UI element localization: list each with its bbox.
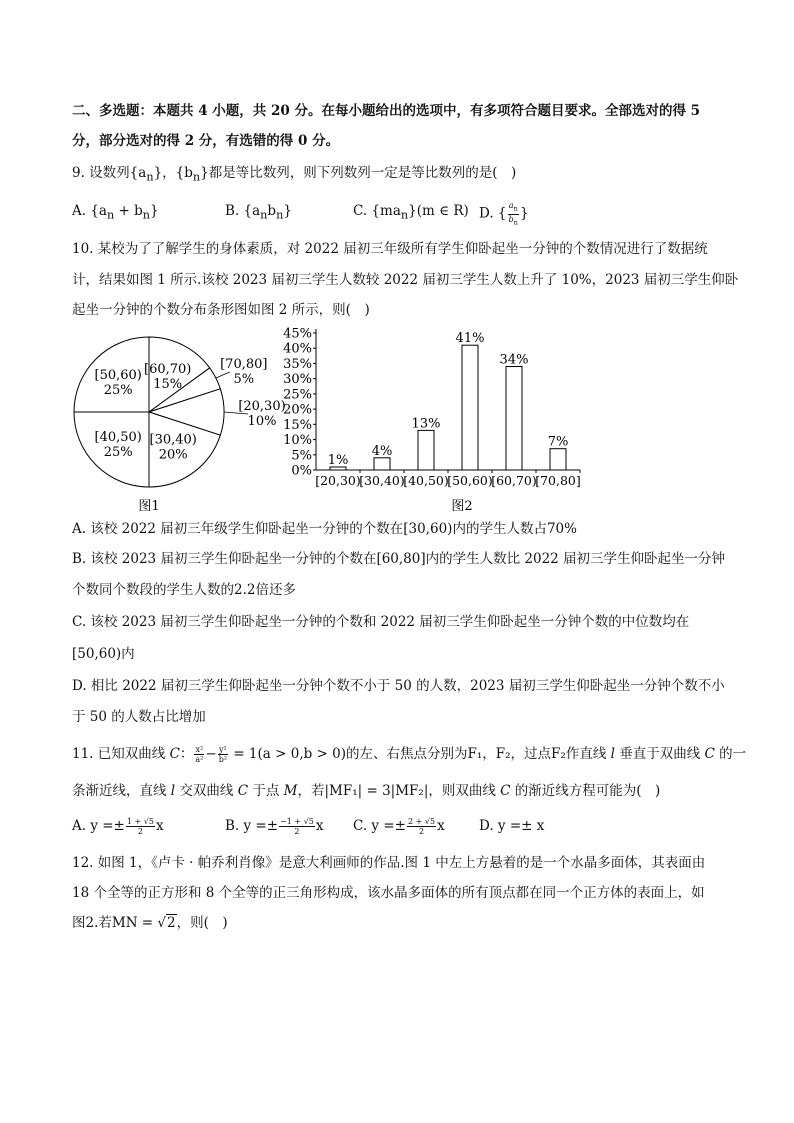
q9-option-d[interactable]: D. { $\frac{a_n}{b_n}$ } <box>479 201 529 227</box>
q10-option-d-line2: 于 50 的人数占比增加 <box>72 709 206 725</box>
y-tick-label: 25% <box>283 387 312 403</box>
q11-option-a[interactable]: A. y =± $\frac{1 + √5}{2}$ x <box>72 817 164 836</box>
figure1-caption: 图1 <box>138 499 160 514</box>
y-tick-label: 40% <box>283 341 312 357</box>
x-category-label: [60,70) <box>491 473 537 488</box>
pie-category-label: [20,30) <box>238 399 286 414</box>
figure2-bar-chart <box>280 322 600 517</box>
bar-value-label: 34% <box>499 352 529 368</box>
q10-option-d-line1[interactable]: D. 相比 2022 届初三学生仰卧起坐一分钟个数不小于 50 的人数，2023 届初三学生仰卧起坐一分钟个数不小 <box>72 678 725 694</box>
pie-category-label: [40,50) <box>94 429 142 445</box>
y-tick-label: 30% <box>283 372 312 388</box>
y-tick-label: 5% <box>291 448 312 464</box>
q11-x-fraction: $\frac{\text{x²}}{\text{a²}}$ <box>195 745 204 764</box>
q9-stem: 9. 设数列$\{a_n\}$，$\{b_n\}$都是等比数列，则下列数列一定是等比数列的是( ) <box>72 165 517 184</box>
bar-value-label: 1% <box>327 453 349 468</box>
pie-category-label: [60,70) <box>144 362 192 378</box>
x-category-label: [50,60) <box>447 473 493 488</box>
bar-value-label: 7% <box>547 434 569 450</box>
pie-leader-line <box>216 372 230 378</box>
section-header-line2: 分，部分选对的得 2 分，有选错的得 0 分。 <box>72 133 340 149</box>
q12-line1: 12. 如图 1，《卢卡 · 帕乔利肖像》是意大利画师的作品.图 1 中左上方悬着的是一个水晶多面体，其表面由 <box>72 855 706 871</box>
bar <box>506 367 522 471</box>
q10-option-a[interactable]: A. 该校 2022 届初三年级学生仰卧起坐一分钟的个数在[30,60)内的学生人数占70% <box>72 521 577 537</box>
section-header-line1: 二、多选题：本题共 4 小题，共 20 分。在每小题给出的选项中，有多项符合题目要求。全部选对的得 5 <box>72 103 701 119</box>
y-tick-label: 0% <box>291 463 312 479</box>
y-tick-label: 20% <box>283 402 312 418</box>
figure2-caption: 图2 <box>451 499 473 514</box>
y-tick-label: 15% <box>283 417 312 433</box>
q11-y-fraction: $\frac{\text{y²}}{\text{b²}}$ <box>218 745 228 764</box>
q11-options <box>72 816 722 842</box>
q10-option-c-line1[interactable]: C. 该校 2023 届初三学生仰卧起坐一分钟的个数和 2022 届初三学生仰卧起坐一分钟个数的中位数均在 <box>72 614 690 630</box>
pie-category-label: [30,40) <box>149 432 197 448</box>
pie-value-label: 25% <box>103 383 133 399</box>
bar-value-label: 41% <box>455 331 485 347</box>
pie-value-label: 25% <box>103 444 133 460</box>
q9-option-a[interactable]: A. $\{a_n + b_n\}$ <box>72 203 159 222</box>
q10-line2: 计，结果如图 1 所示.该校 2023 届初三学生人数较 2022 届初三学生人数上升了 10%，2023 届初三学生仰卧 <box>72 272 739 288</box>
x-category-label: [30,40) <box>359 473 405 488</box>
q9-option-b[interactable]: B. $\{a_nb_n\}$ <box>225 203 292 222</box>
pie-value-label: 20% <box>158 447 188 463</box>
pie-value-label: 15% <box>153 377 183 393</box>
q12-line2: 18 个全等的正方形和 8 个全等的正三角形构成，该水晶多面体的所有顶点都在同一个正方体的表面上，如 <box>72 885 705 901</box>
bar-value-label: 13% <box>411 416 441 432</box>
q11-line1: 11. 已知双曲线 C： $\frac{\text{x²}}{\text{a²}}$ − $\frac{\text{y²}}{\text{b²}}$ = 1(a > 0,b > 0)的左、右焦点分别为F₁，F₂，过点F₂作直线 l 垂直于双曲线 C 的一 <box>72 745 747 764</box>
pie-value-label: 10% <box>247 414 277 429</box>
q10-option-c-line2: [50,60)内 <box>72 646 135 662</box>
q9-option-c[interactable]: C. $\{ma_n\}(m$ ∈ R) <box>353 203 469 222</box>
bar-value-label: 4% <box>371 443 393 459</box>
figure1-pie-chart <box>60 322 300 517</box>
pie-value-label: 5% <box>233 372 255 387</box>
q12-line3: 图2.若MN = √2，则( ) <box>72 915 228 931</box>
q11-option-b[interactable]: B. y =± $\frac{-1 + √5}{2}$ x <box>225 817 324 836</box>
q9-options <box>72 201 722 225</box>
x-category-label: [20,30) <box>315 473 361 488</box>
x-category-label: [70,80] <box>535 473 581 488</box>
x-category-label: [40,50) <box>403 473 449 488</box>
pie-category-label: [70,80] <box>220 357 268 372</box>
q10-line1: 10. 某校为了了解学生的身体素质，对 2022 届初三年级所有学生仰卧起坐一分钟的个数情况进行了数据统 <box>72 241 708 257</box>
bar <box>550 449 566 470</box>
q11-option-c[interactable]: C. y =± $\frac{2 + √5}{2}$ x <box>353 817 445 836</box>
q10-option-b-line2: 个数同个数段的学生人数的2.2倍还多 <box>72 582 296 598</box>
bar <box>374 458 390 470</box>
bar <box>418 430 434 470</box>
pie-category-label: [50,60) <box>94 368 142 384</box>
q11-line2: 条渐近线，直线 l 交双曲线 C 于点 M，若|MF₁| = 3|MF₂|，则双曲线 C 的渐近线方程可能为( ) <box>72 783 661 799</box>
q9-d-fraction: $\frac{a_n}{b_n}$ <box>508 201 518 227</box>
y-tick-label: 10% <box>283 433 312 449</box>
y-tick-label: 45% <box>283 326 312 342</box>
q11-option-d[interactable]: D. y =± x <box>479 818 545 834</box>
bar <box>462 345 478 470</box>
q10-option-b-line1[interactable]: B. 该校 2023 届初三学生仰卧起坐一分钟的个数在[60,80]内的学生人数比 2022 届初三学生仰卧起坐一分钟 <box>72 551 726 567</box>
q10-line3: 起坐一分钟的个数分布条形图如图 2 所示，则( ) <box>72 302 370 318</box>
y-tick-label: 35% <box>283 356 312 372</box>
